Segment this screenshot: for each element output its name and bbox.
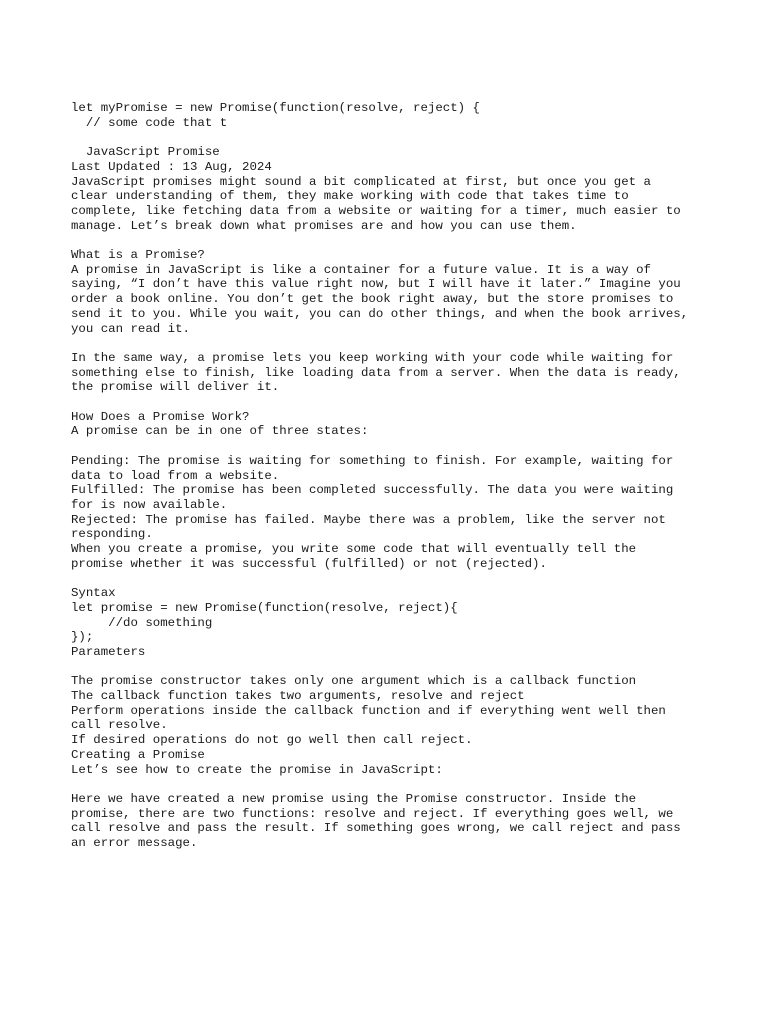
list-item-line: Perform operations inside the callback function and if everything went well then [71, 703, 666, 718]
paragraph-line: send it to you. While you wait, you can do other things, and when the book arrives, [71, 306, 689, 321]
paragraph-line: call resolve and pass the result. If something goes wrong, we call reject and pass [71, 821, 681, 836]
blank-line [71, 439, 711, 454]
last-updated: Last Updated : 13 Aug, 2024 [71, 159, 272, 174]
paragraph-line: A promise in JavaScript is like a container for a future value. It is a way of [71, 262, 651, 277]
blank-line [71, 660, 711, 675]
blank-line [71, 336, 711, 351]
code-line: let myPromise = new Promise(function(resolve, reject) { [71, 101, 480, 115]
list-item-line: call resolve. [71, 718, 168, 733]
intro-paragraph-line: manage. Let’s break down what promises are and how you can use them. [71, 218, 577, 233]
intro-paragraph-line: JavaScript promises might sound a bit complicated at first, but once you get a [71, 174, 651, 189]
paragraph-line: A promise can be in one of three states: [71, 424, 369, 439]
list-item-line: The promise constructor takes only one argument which is a callback function [71, 674, 637, 689]
paragraph-line: When you create a promise, you write some code that will eventually tell the [71, 542, 637, 557]
section-heading: Parameters [71, 644, 146, 659]
paragraph-line: promise whether it was successful (fulfilled) or not (rejected). [71, 556, 547, 571]
intro-paragraph-line: complete, like fetching data from a website or waiting for a timer, much easier to [71, 203, 681, 218]
paragraph-line: you can read it. [71, 321, 190, 336]
document-text [71, 101, 711, 851]
list-item-line: Rejected: The promise has failed. Maybe there was a problem, like the server not [71, 512, 666, 527]
paragraph-line: order a book online. You don’t get the book right away, but the store promises to [71, 292, 674, 307]
list-item-line: responding. [71, 527, 153, 542]
paragraph-line: In the same way, a promise lets you keep working with your code while waiting for [71, 350, 674, 365]
section-heading: What is a Promise? [71, 248, 205, 262]
paragraph-line: something else to finish, like loading data from a server. When the data is ready, [71, 365, 681, 380]
paragraph-line: Here we have created a new promise using the Promise constructor. Inside the [71, 791, 637, 806]
list-item-line: Pending: The promise is waiting for something to finish. For example, waiting for [71, 453, 674, 468]
blank-line [71, 233, 711, 248]
section-heading: Syntax [71, 586, 116, 601]
code-line: let promise = new Promise(function(resolve, reject){ [71, 600, 458, 615]
list-item-line: data to load from a website. [71, 468, 280, 483]
blank-line [71, 777, 711, 792]
blank-line [71, 395, 711, 410]
blank-line [71, 571, 711, 586]
paragraph-line: an error message. [71, 836, 198, 851]
paragraph-line: saying, “I don’t have this value right now, but I will have it later.” Imagine you [71, 277, 681, 292]
paragraph-line: Let’s see how to create the promise in JavaScript: [71, 762, 443, 777]
list-item-line: for is now available. [71, 497, 228, 512]
list-item-line: The callback function takes two arguments, resolve and reject [71, 689, 525, 704]
list-item-line: If desired operations do not go well then call reject. [71, 733, 473, 748]
intro-paragraph-line: clear understanding of them, they make working with code that takes time to [71, 189, 629, 204]
section-heading: Creating a Promise [71, 747, 205, 762]
code-line: //do something [71, 615, 213, 630]
blank-line [71, 130, 711, 145]
list-item-line: Fulfilled: The promise has been completed successfully. The data you were waiting [71, 483, 674, 498]
code-comment-line: // some code that t [71, 115, 228, 130]
code-line: }); [71, 630, 94, 645]
section-heading: How Does a Promise Work? [71, 409, 250, 424]
paragraph-line: promise, there are two functions: resolve and reject. If everything goes well, we [71, 806, 674, 821]
page-title: JavaScript Promise [71, 145, 220, 160]
paragraph-line: the promise will deliver it. [71, 380, 280, 395]
